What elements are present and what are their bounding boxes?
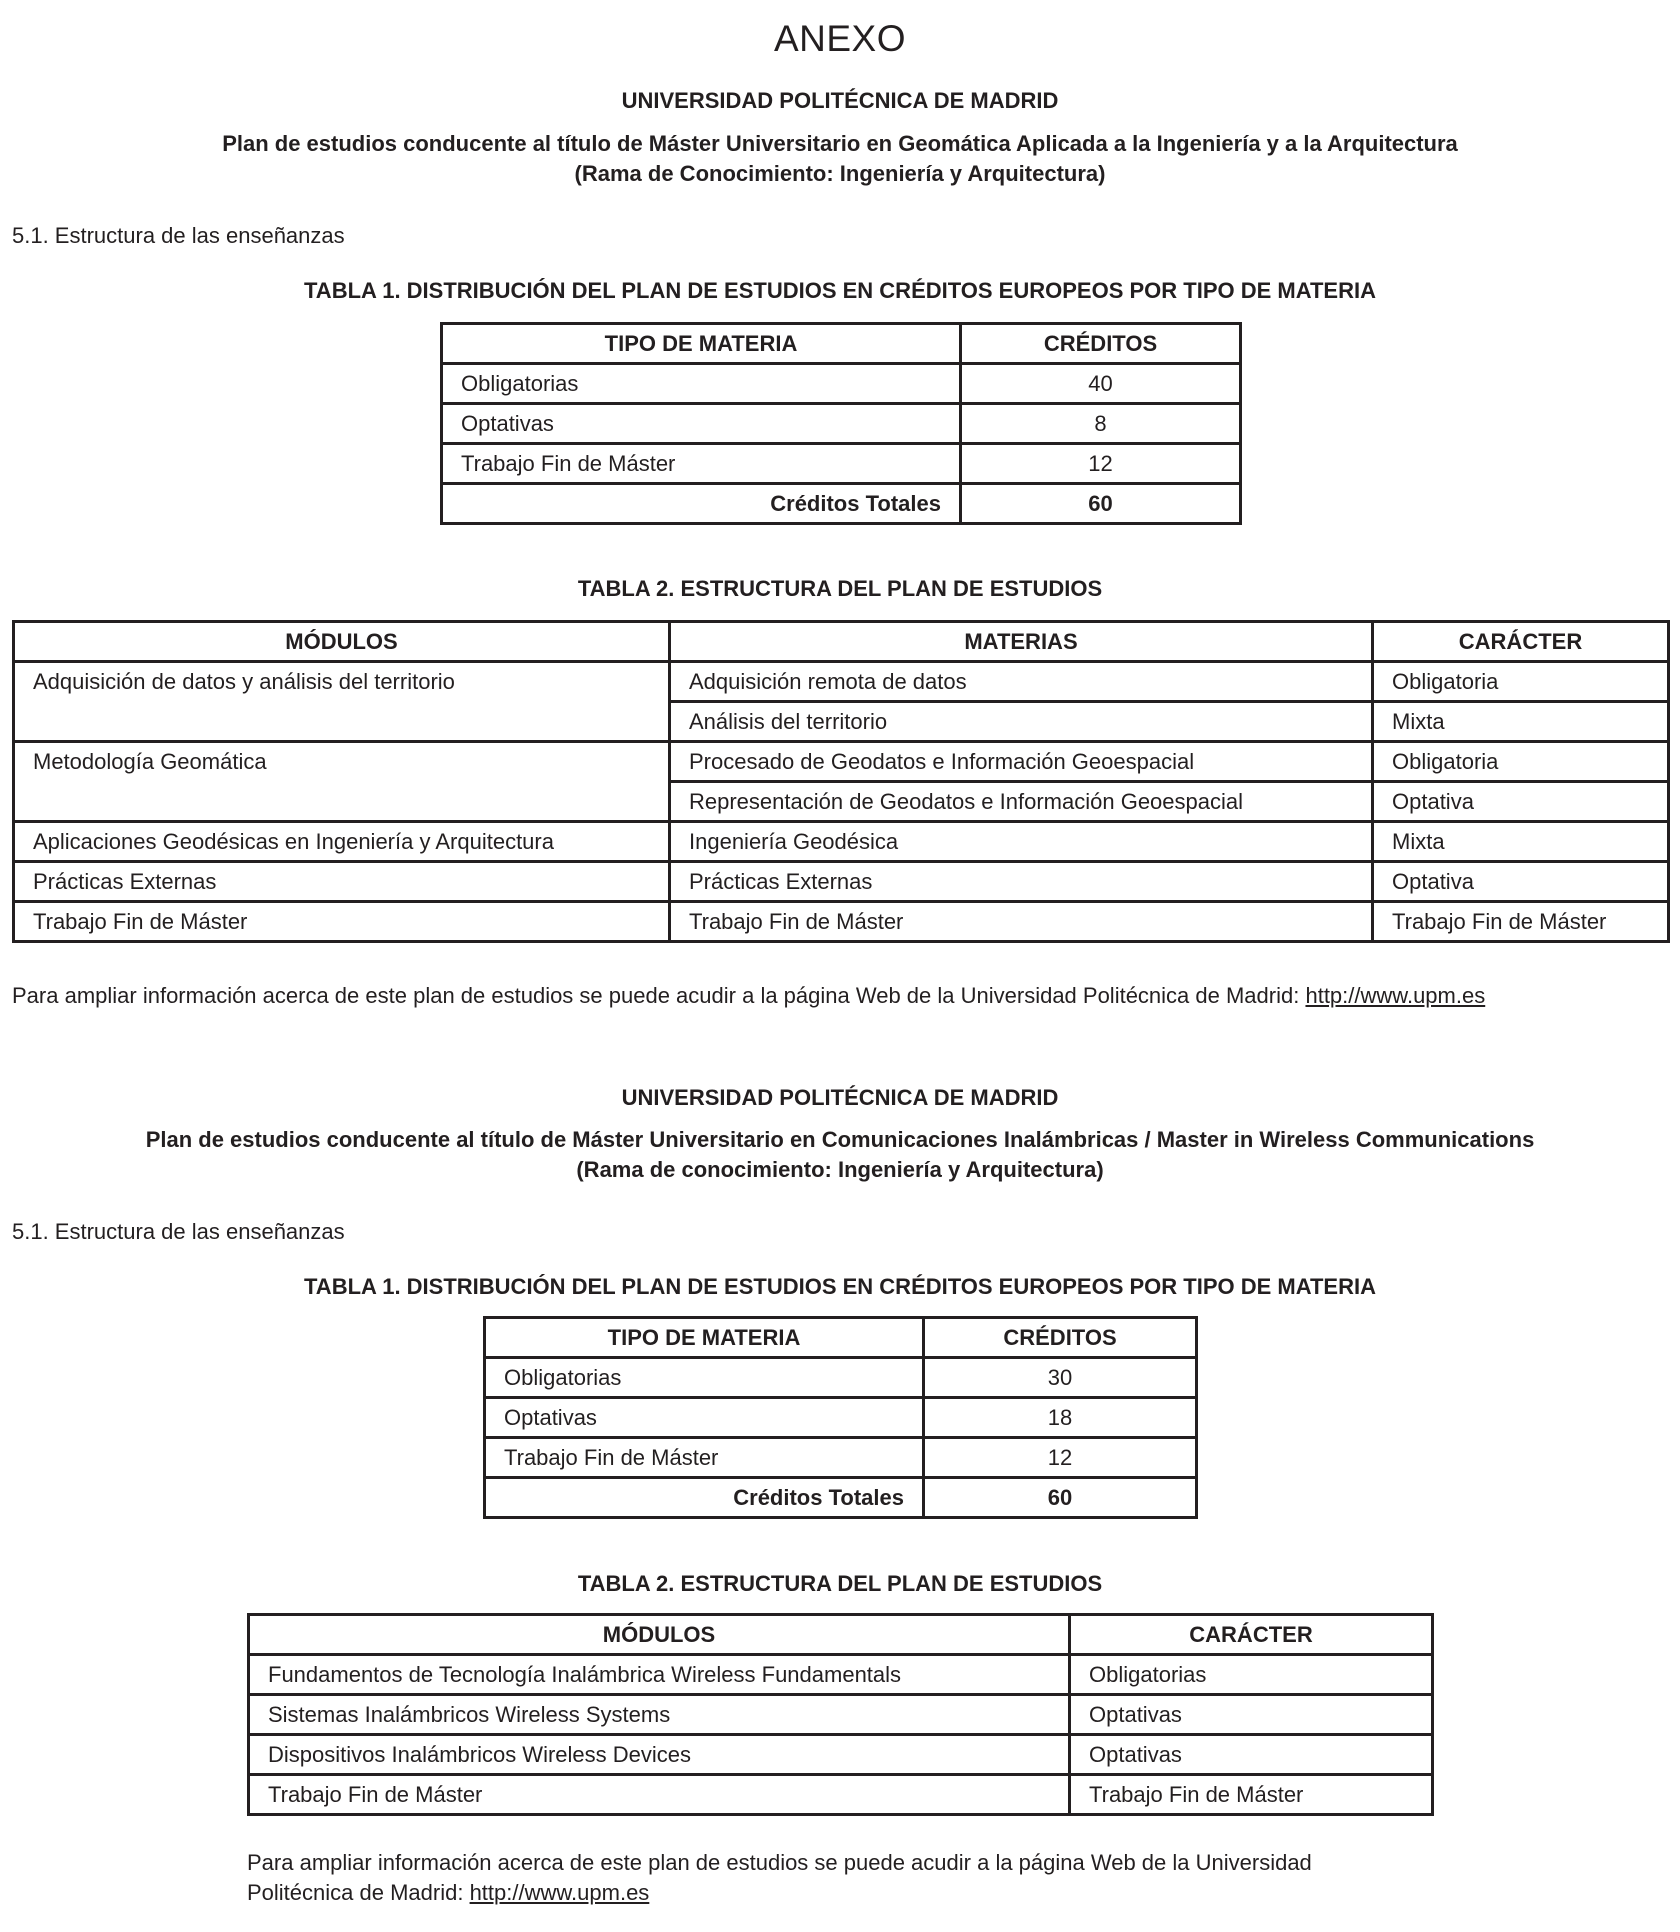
- modulo-cell: Sistemas Inalámbricos Wireless Systems: [249, 1695, 1070, 1735]
- caracter-cell: Optativas: [1070, 1695, 1433, 1735]
- table-row: [14, 902, 1669, 942]
- caracter-cell: Obligatorias: [1070, 1655, 1433, 1695]
- materia-cell: Adquisición remota de datos: [670, 662, 1373, 702]
- modulo-cell: Prácticas Externas: [14, 862, 670, 902]
- table-row: [14, 822, 1669, 862]
- modulo-cell: Dispositivos Inalámbricos Wireless Devices: [249, 1735, 1070, 1775]
- structure-table-2: [247, 1613, 1434, 1816]
- table1-title-2: TABLA 1. DISTRIBUCIÓN DEL PLAN DE ESTUDIOS EN CRÉDITOS EUROPEOS POR TIPO DE MATERIA: [304, 1274, 1376, 1299]
- modulo-cell: Trabajo Fin de Máster: [249, 1775, 1070, 1815]
- upm-website-link[interactable]: http://www.upm.es: [469, 1880, 650, 1905]
- credits-table-2: [483, 1316, 1198, 1519]
- info-note-line1: Para ampliar información acerca de este plan de estudios se puede acudir a la página Web de la Universidad: [247, 1850, 1312, 1875]
- tipo-materia-cell: Obligatorias: [442, 364, 961, 404]
- modulo-cell: Adquisición de datos y análisis del territorio: [14, 662, 670, 742]
- table2-title-1: TABLA 2. ESTRUCTURA DEL PLAN DE ESTUDIOS: [577, 576, 1103, 601]
- materia-cell: Procesado de Geodatos e Información Geoespacial: [670, 742, 1373, 782]
- materia-cell: Prácticas Externas: [670, 862, 1373, 902]
- tipo-materia-cell: Trabajo Fin de Máster: [485, 1438, 924, 1478]
- plan-title-1-line2: (Rama de Conocimiento: Ingeniería y Arquitectura): [574, 161, 1106, 186]
- table-row: [442, 444, 1241, 484]
- plan-title-2-line1: Plan de estudios conducente al título de Máster Universitario en Comunicaciones Inalámbricas / Master in Wireless Communications: [145, 1127, 1535, 1152]
- creditos-cell: 8: [961, 404, 1241, 444]
- creditos-cell: 12: [924, 1438, 1197, 1478]
- tipo-materia-cell: Obligatorias: [485, 1358, 924, 1398]
- table-row: [442, 364, 1241, 404]
- table-row: [249, 1695, 1433, 1735]
- table-header-row: [485, 1318, 1197, 1358]
- info-note-text: Politécnica de Madrid:: [247, 1880, 470, 1905]
- credits-table-1: [440, 322, 1242, 525]
- header-materias: MATERIAS: [670, 622, 1373, 662]
- creditos-cell: 30: [924, 1358, 1197, 1398]
- header-modulos: MÓDULOS: [249, 1615, 1070, 1655]
- header-caracter: CARÁCTER: [1070, 1615, 1433, 1655]
- caracter-cell: Trabajo Fin de Máster: [1070, 1775, 1433, 1815]
- caracter-cell: Mixta: [1373, 702, 1669, 742]
- modulo-cell: Metodología Geomática: [14, 742, 670, 822]
- caracter-cell: Trabajo Fin de Máster: [1373, 902, 1669, 942]
- modulo-cell: Aplicaciones Geodésicas en Ingeniería y Arquitectura: [14, 822, 670, 862]
- header-creditos: CRÉDITOS: [924, 1318, 1197, 1358]
- caracter-cell: Optativas: [1070, 1735, 1433, 1775]
- tipo-materia-cell: Optativas: [485, 1398, 924, 1438]
- upm-website-link[interactable]: http://www.upm.es: [1305, 983, 1486, 1008]
- table-total-row: [485, 1478, 1197, 1518]
- tipo-materia-cell: Trabajo Fin de Máster: [442, 444, 961, 484]
- materia-cell: Trabajo Fin de Máster: [670, 902, 1373, 942]
- caracter-cell: Optativa: [1373, 782, 1669, 822]
- document-title: ANEXO: [773, 18, 907, 59]
- info-note-text: Para ampliar información acerca de este plan de estudios se puede acudir a la página Web de la Universidad Politécnica de Madrid:: [12, 983, 1306, 1008]
- table-row: [485, 1398, 1197, 1438]
- materia-cell: Ingeniería Geodésica: [670, 822, 1373, 862]
- table-header-row: [249, 1615, 1433, 1655]
- total-value: 60: [924, 1478, 1197, 1518]
- structure-table-1: [12, 620, 1670, 943]
- materia-cell: Análisis del territorio: [670, 702, 1373, 742]
- creditos-cell: 40: [961, 364, 1241, 404]
- university-heading-1: UNIVERSIDAD POLITÉCNICA DE MADRID: [621, 88, 1059, 113]
- header-modulos: MÓDULOS: [14, 622, 670, 662]
- caracter-cell: Optativa: [1373, 862, 1669, 902]
- total-label: Créditos Totales: [442, 484, 961, 524]
- table-header-row: [442, 324, 1241, 364]
- table1-title-1: TABLA 1. DISTRIBUCIÓN DEL PLAN DE ESTUDIOS EN CRÉDITOS EUROPEOS POR TIPO DE MATERIA: [304, 278, 1376, 303]
- total-value: 60: [961, 484, 1241, 524]
- caracter-cell: Obligatoria: [1373, 742, 1669, 782]
- header-creditos: CRÉDITOS: [961, 324, 1241, 364]
- info-note-1: [12, 981, 1485, 1011]
- header-caracter: CARÁCTER: [1373, 622, 1669, 662]
- table-header-row: [14, 622, 1669, 662]
- header-tipo-materia: TIPO DE MATERIA: [442, 324, 961, 364]
- info-note-2: [247, 1848, 1312, 1908]
- info-note-line2: [247, 1878, 1312, 1908]
- plan-title-1-line1: Plan de estudios conducente al título de Máster Universitario en Geomática Aplicada a la Ingeniería y a la Arquitectura: [222, 131, 1458, 156]
- plan-title-2-line2: (Rama de conocimiento: Ingeniería y Arquitectura): [576, 1157, 1104, 1182]
- modulo-cell: Fundamentos de Tecnología Inalámbrica Wireless Fundamentals: [249, 1655, 1070, 1695]
- table-row: [14, 862, 1669, 902]
- section-heading-2: 5.1. Estructura de las enseñanzas: [12, 1219, 345, 1244]
- total-label: Créditos Totales: [485, 1478, 924, 1518]
- table-row: [485, 1438, 1197, 1478]
- table-row: [14, 742, 1669, 782]
- header-tipo-materia: TIPO DE MATERIA: [485, 1318, 924, 1358]
- creditos-cell: 18: [924, 1398, 1197, 1438]
- caracter-cell: Mixta: [1373, 822, 1669, 862]
- table-row: [14, 662, 1669, 702]
- section-heading-1: 5.1. Estructura de las enseñanzas: [12, 223, 345, 248]
- table-row: [249, 1735, 1433, 1775]
- table-row: [249, 1655, 1433, 1695]
- materia-cell: Representación de Geodatos e Información Geoespacial: [670, 782, 1373, 822]
- university-heading-2: UNIVERSIDAD POLITÉCNICA DE MADRID: [621, 1085, 1059, 1110]
- tipo-materia-cell: Optativas: [442, 404, 961, 444]
- modulo-cell: Trabajo Fin de Máster: [14, 902, 670, 942]
- creditos-cell: 12: [961, 444, 1241, 484]
- table-row: [485, 1358, 1197, 1398]
- table2-title-2: TABLA 2. ESTRUCTURA DEL PLAN DE ESTUDIOS: [577, 1571, 1103, 1596]
- table-row: [442, 404, 1241, 444]
- table-total-row: [442, 484, 1241, 524]
- table-row: [249, 1775, 1433, 1815]
- caracter-cell: Obligatoria: [1373, 662, 1669, 702]
